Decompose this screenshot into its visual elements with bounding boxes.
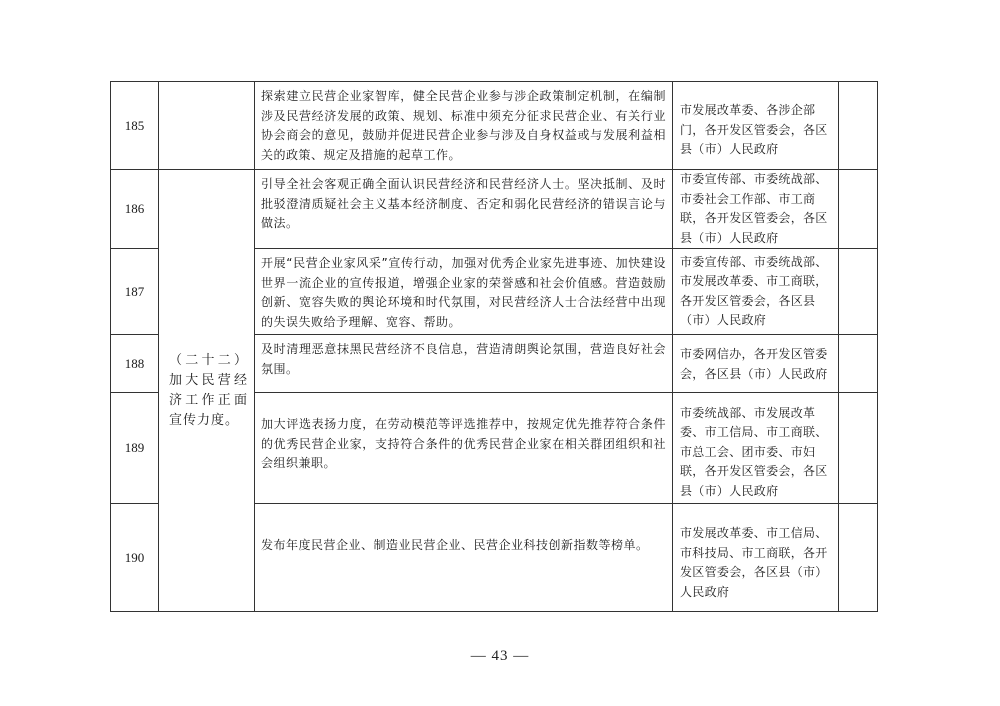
task-description: 发布年度民营企业、制造业民营企业、民营企业科技创新指数等榜单。	[255, 504, 673, 612]
task-description: 探索建立民营企业家智库，健全民营企业参与涉企政策制定机制，在编制涉及民营经济发展的政策、规划、标准中须充分征求民营企业、有关行业协会商会的意见，鼓励并促进民营企业参与涉及自身权益或与发展利益相关的政策、规定及措施的起草工作。	[255, 82, 673, 170]
row-number: 185	[111, 82, 159, 170]
table-row	[111, 170, 878, 249]
row-number: 187	[111, 249, 159, 335]
responsible-departments: 市委统战部、市发展改革委、市工信局、市工商联、市总工会、团市委、市妇联，各开发区管委会，各区县（市）人民政府	[673, 393, 839, 504]
row-number: 189	[111, 393, 159, 504]
task-description: 加大评选表扬力度，在劳动模范等评选推荐中，按规定优先推荐符合条件的优秀民营企业家，支持符合条件的优秀民营企业家在相关群团组织和社会组织兼职。	[255, 393, 673, 504]
note-cell	[839, 82, 878, 170]
responsible-departments: 市委网信办，各开发区管委会，各区县（市）人民政府	[673, 335, 839, 393]
category-cell: （二十二）加大民营经济工作正面宣传力度。	[159, 170, 255, 612]
note-cell	[839, 504, 878, 612]
policy-task-table	[110, 81, 878, 612]
responsible-departments: 市发展改革委、各涉企部门，各开发区管委会，各区县（市）人民政府	[673, 82, 839, 170]
task-description: 及时清理恶意抹黑民营经济不良信息，营造清朗舆论氛围，营造良好社会氛围。	[255, 335, 673, 393]
note-cell	[839, 335, 878, 393]
task-description: 开展“民营企业家风采”宣传行动，加强对优秀企业家先进事迹、加快建设世界一流企业的宣传报道，增强企业家的荣誉感和社会价值感。营造鼓励创新、宽容失败的舆论环境和时代氛围，对民营经济人士合法经营中出现的失误失败给予理解、宽容、帮助。	[255, 249, 673, 335]
responsible-departments: 市委宣传部、市委统战部、市发展改革委、市工商联，各开发区管委会，各区县（市）人民政府	[673, 249, 839, 335]
note-cell	[839, 170, 878, 249]
row-number: 186	[111, 170, 159, 249]
responsible-departments: 市发展改革委、市工信局、市科技局、市工商联，各开发区管委会，各区县（市）人民政府	[673, 504, 839, 612]
responsible-departments: 市委宣传部、市委统战部、市委社会工作部、市工商联，各开发区管委会，各区县（市）人民政府	[673, 170, 839, 249]
task-description: 引导全社会客观正确全面认识民营经济和民营经济人士。坚决抵制、及时批驳澄清质疑社会主义基本经济制度、否定和弱化民营经济的错误言论与做法。	[255, 170, 673, 249]
category-cell-empty	[159, 82, 255, 170]
table-row	[111, 82, 878, 170]
note-cell	[839, 393, 878, 504]
row-number: 188	[111, 335, 159, 393]
note-cell	[839, 249, 878, 335]
page-number: — 43 —	[470, 648, 530, 664]
row-number: 190	[111, 504, 159, 612]
